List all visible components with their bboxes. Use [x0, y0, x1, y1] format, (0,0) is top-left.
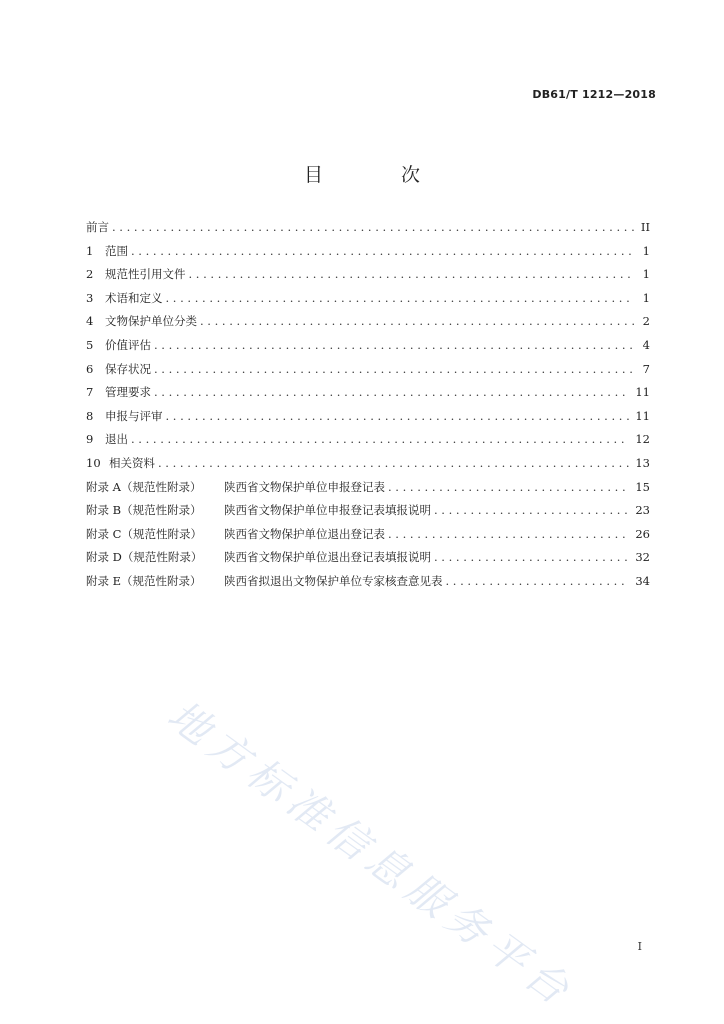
dot-leader [166, 407, 630, 425]
dot-leader [434, 548, 629, 566]
toc-entry-number: 附录 D（规范性附录） [86, 550, 203, 565]
toc-entry-appendix-d[interactable] [86, 548, 650, 572]
toc-entry-number: 10 [86, 455, 101, 470]
toc-entry-number: 3 [86, 290, 94, 305]
dot-leader [434, 501, 629, 519]
toc-entry-label: 退出 [105, 432, 128, 447]
toc-entry-number: 2 [86, 267, 94, 282]
toc-entry-number: 附录 B（规范性附录） [86, 503, 202, 518]
dot-leader [446, 572, 630, 590]
toc-entry-1[interactable] [86, 242, 650, 266]
page-number: I [637, 940, 642, 953]
toc-entry-number: 附录 E（规范性附录） [86, 573, 202, 588]
watermark: 地方标准信息服务平台 [158, 690, 584, 1018]
toc-entry-label: 保存状况 [105, 361, 151, 376]
toc-entry-page: II [640, 220, 650, 234]
dot-leader [131, 430, 629, 448]
toc-entry-number: 6 [86, 361, 94, 376]
toc-entry-4[interactable] [86, 312, 650, 336]
toc-entry-5[interactable] [86, 336, 650, 360]
toc-entry-label: 相关资料 [109, 455, 155, 470]
dot-leader [131, 242, 634, 260]
toc-entry-2[interactable] [86, 265, 650, 289]
toc-entry-page: 4 [642, 337, 650, 352]
toc-entry-label: 文物保护单位分类 [105, 314, 197, 329]
toc-entry-appendix-c[interactable] [86, 525, 650, 549]
toc-entry-label: 陕西省拟退出文物保护单位专家核查意见表 [224, 573, 443, 588]
document-code: DB61/T 1212—2018 [532, 88, 656, 101]
toc-entry-page: 23 [635, 503, 650, 518]
toc-entry-label: 规范性引用文件 [105, 267, 186, 282]
toc-entry-number: 8 [86, 408, 94, 423]
page-title: 目 次 [303, 164, 457, 186]
toc-entry-label: 范围 [105, 243, 128, 258]
dot-leader [200, 312, 634, 330]
toc-entry-7[interactable] [86, 383, 650, 407]
dot-leader [154, 383, 629, 401]
toc-entry-3[interactable] [86, 289, 650, 313]
toc-entry-number: 附录 A（规范性附录） [86, 479, 202, 494]
table-of-contents [86, 218, 650, 596]
toc-entry-6[interactable] [86, 360, 650, 384]
toc-entry-page: 11 [635, 408, 650, 423]
dot-leader [388, 478, 629, 496]
toc-entry-number: 附录 C（规范性附录） [86, 526, 202, 541]
toc-entry-page: 32 [635, 550, 650, 565]
toc-entry-page: 2 [642, 314, 650, 329]
dot-leader [388, 525, 629, 543]
dot-leader [154, 360, 634, 378]
toc-entry-9[interactable] [86, 430, 650, 454]
toc-entry-page: 12 [635, 432, 650, 447]
toc-entry-page: 13 [635, 455, 650, 470]
toc-entry-label: 陕西省文物保护单位申报登记表 [224, 479, 385, 494]
toc-entry-appendix-e[interactable] [86, 572, 650, 596]
toc-entry-8[interactable] [86, 407, 650, 431]
toc-entry-page: 7 [642, 361, 650, 376]
dot-leader [154, 336, 634, 354]
toc-entry-label: 陕西省文物保护单位退出登记表 [224, 526, 385, 541]
toc-entry-label: 价值评估 [105, 337, 151, 352]
toc-entry-appendix-b[interactable] [86, 501, 650, 525]
toc-entry-label: 管理要求 [105, 385, 151, 400]
toc-entry-10[interactable] [86, 454, 650, 478]
dot-leader [112, 218, 634, 236]
toc-entry-page: 11 [635, 385, 650, 400]
toc-entry-number: 1 [86, 243, 94, 258]
dot-leader [158, 454, 629, 472]
toc-entry-page: 34 [635, 573, 650, 588]
toc-entry-label: 申报与评审 [105, 408, 163, 423]
toc-entry-label: 陕西省文物保护单位申报登记表填报说明 [224, 503, 431, 518]
toc-entry-number: 5 [86, 337, 94, 352]
toc-entry-number: 4 [86, 314, 94, 329]
toc-entry-label: 术语和定义 [105, 290, 163, 305]
toc-entry-page: 1 [642, 243, 650, 258]
toc-entry-foreword[interactable] [86, 218, 650, 242]
dot-leader [166, 289, 635, 307]
toc-entry-page: 15 [635, 479, 650, 494]
toc-entry-label: 前言 [86, 220, 109, 234]
dot-leader [189, 265, 635, 283]
toc-entry-page: 26 [635, 526, 650, 541]
toc-entry-number: 7 [86, 385, 94, 400]
toc-entry-page: 1 [642, 267, 650, 282]
toc-entry-label: 陕西省文物保护单位退出登记表填报说明 [224, 550, 431, 565]
toc-entry-appendix-a[interactable] [86, 478, 650, 502]
toc-entry-page: 1 [642, 290, 650, 305]
toc-entry-number: 9 [86, 432, 94, 447]
